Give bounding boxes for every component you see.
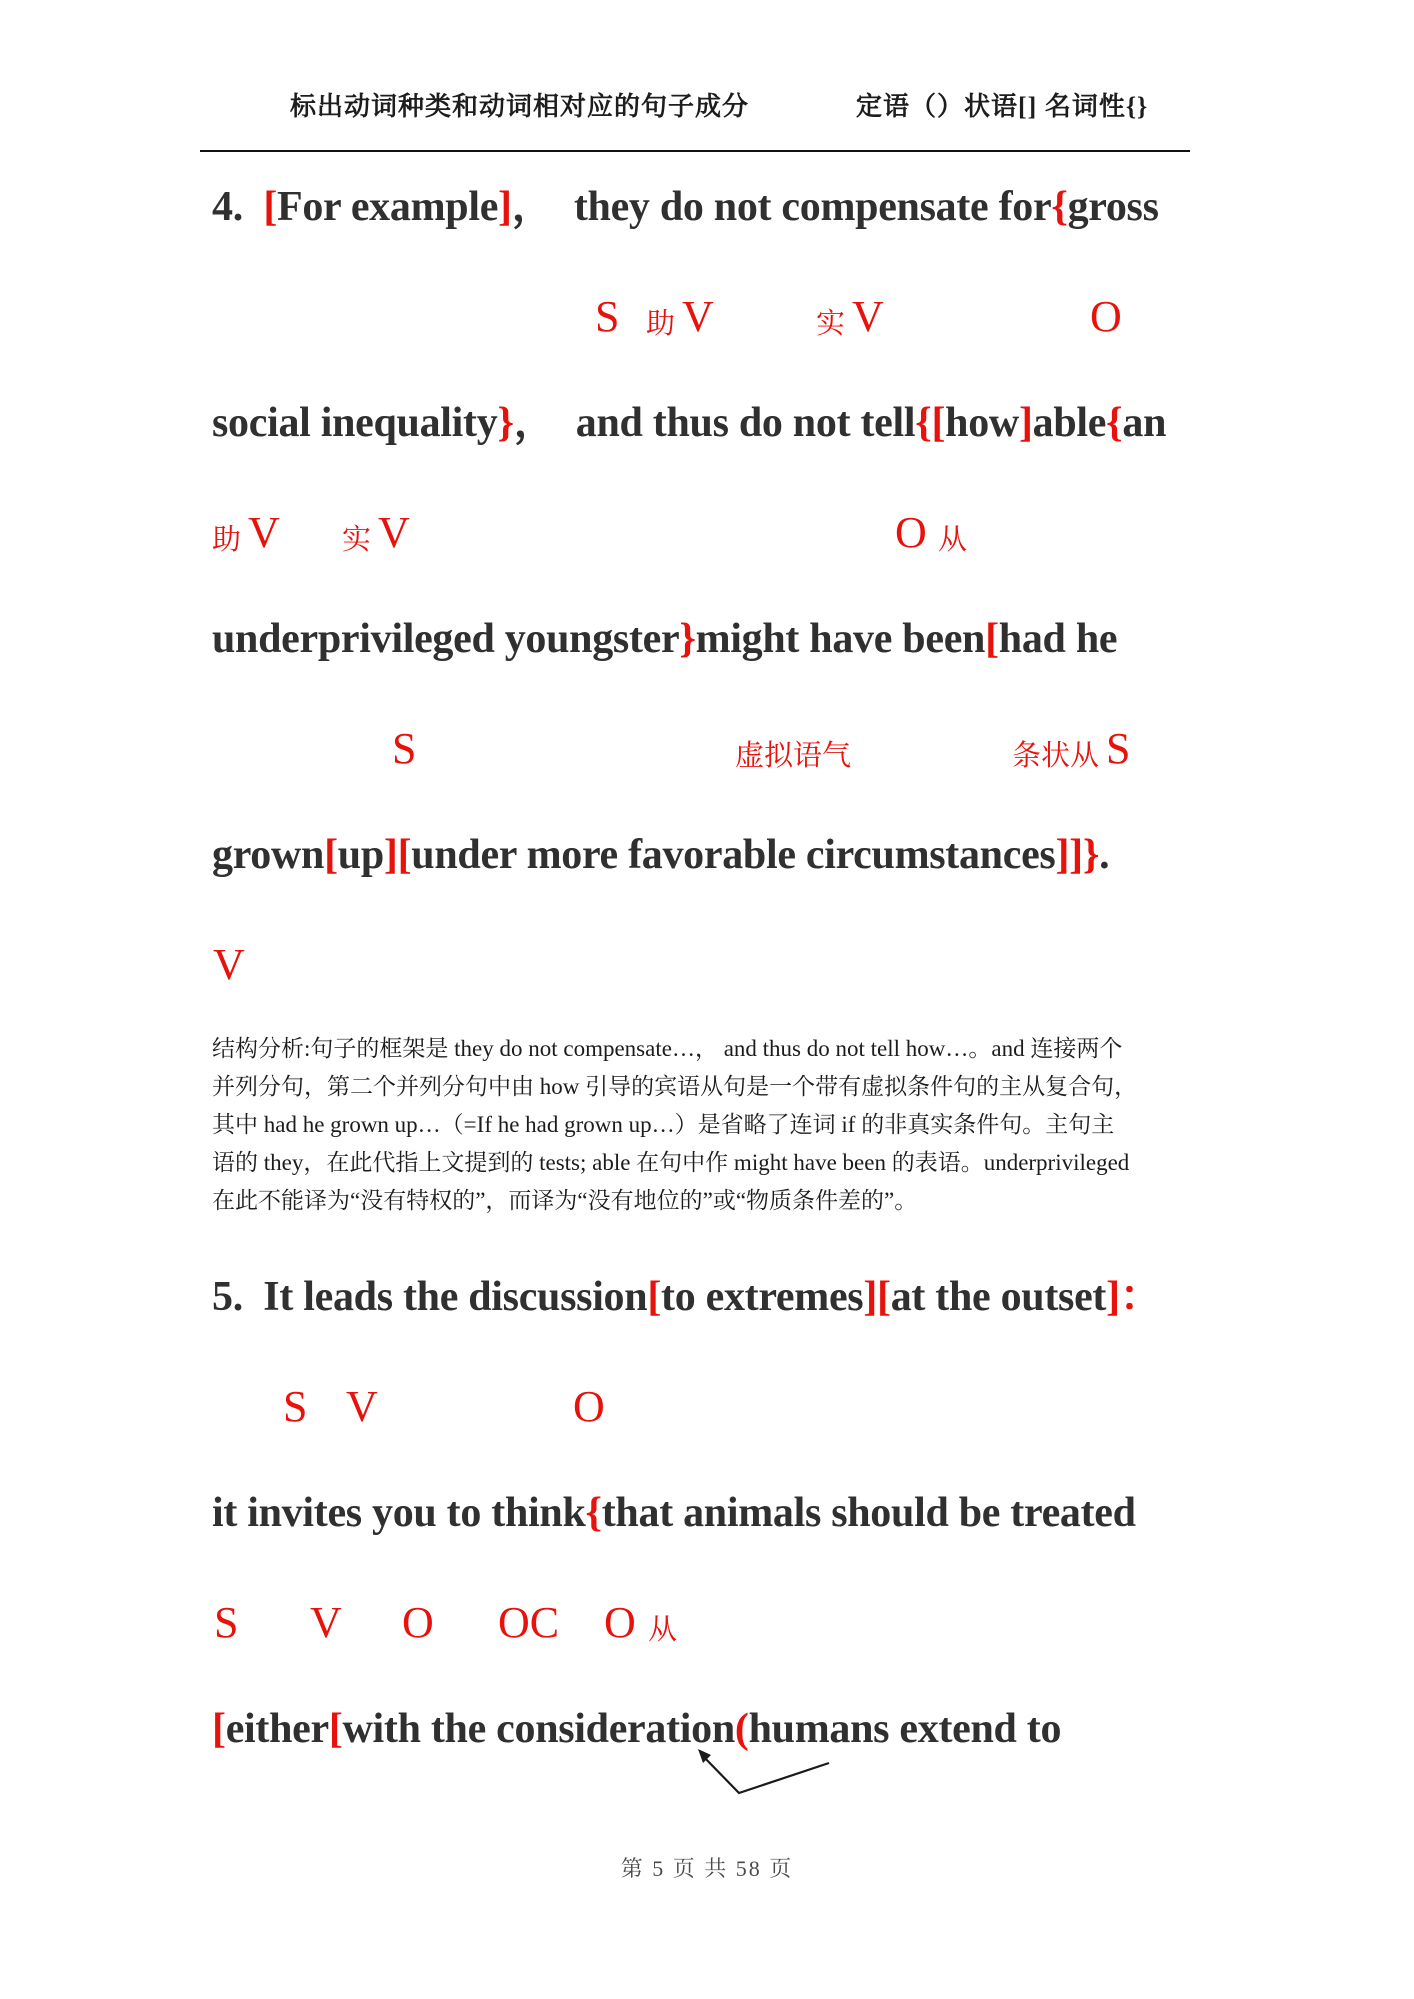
grammar-marker: 助 — [212, 524, 242, 556]
sentence-4-line-4 — [212, 832, 1374, 878]
grammar-marker: S — [283, 1382, 308, 1431]
grammar-marker: S — [595, 292, 620, 341]
grammar-marker: O — [573, 1382, 605, 1431]
sentence-4-line-2 — [212, 400, 1374, 446]
grammar-marker: O — [604, 1598, 636, 1647]
analysis-line: 并列分句，第二个并列分句中由 how 引导的宾语从句是一个带有虚拟条件句的主从复合句， — [212, 1074, 1138, 1099]
text-segment: 5. It leads the discussion — [212, 1274, 648, 1320]
analysis-line: 语的 they，在此代指上文提到的 tests; able 在句中作 might have been 的表语。underprivileged — [212, 1150, 1130, 1175]
marker-row-4 — [0, 941, 1414, 987]
text-segment: might have been — [695, 616, 986, 662]
grammar-marker: O — [895, 508, 927, 557]
text-segment: social inequality — [212, 400, 498, 446]
text-segment: humans extend to — [748, 1706, 1062, 1752]
grammar-marker: S — [392, 724, 417, 773]
annotation-arrow — [690, 1738, 860, 1818]
marker-row-5 — [0, 1383, 1414, 1429]
text-segment: with the consideration — [342, 1706, 735, 1752]
text-segment: ] — [498, 184, 512, 230]
text-segment: } — [679, 616, 696, 662]
text-segment: For example — [277, 184, 499, 230]
text-segment: { — [1051, 184, 1068, 230]
grammar-marker: S — [214, 1598, 239, 1647]
marker-row-6 — [0, 1599, 1414, 1645]
marker-row-3 — [0, 725, 1414, 771]
sentence-4-line-3 — [212, 616, 1374, 662]
grammar-marker: V — [346, 1382, 378, 1431]
grammar-marker: 实 — [816, 308, 846, 340]
text-segment: {[ — [915, 400, 946, 446]
text-segment: [ — [985, 616, 999, 662]
page-footer: 第 5 页 共 58 页 — [620, 1856, 794, 1881]
text-segment: ]]} — [1055, 832, 1100, 878]
grammar-marker: OC — [498, 1598, 560, 1647]
text-segment: ， and thus do not tell — [513, 400, 916, 446]
text-segment: ] — [1018, 400, 1033, 446]
text-segment: that animals should be treated — [601, 1490, 1136, 1536]
header-title: 标出动词种类和动词相对应的句子成分 — [290, 92, 750, 121]
grammar-marker: V — [213, 940, 245, 989]
analysis-line: 其中 had he grown up…（=If he had grown up…）是省略了连词 if 的非真实条件句。主句主 — [212, 1112, 1115, 1137]
text-segment: grown — [212, 832, 325, 878]
text-segment: gross — [1067, 184, 1159, 230]
text-segment: ][ — [863, 1274, 891, 1320]
grammar-marker: V — [852, 292, 884, 341]
sentence-5-line-2 — [212, 1490, 1374, 1536]
grammar-marker: V — [682, 292, 714, 341]
text-segment: ， they do not compensate for — [511, 184, 1052, 230]
grammar-marker: O — [402, 1598, 434, 1647]
text-segment: to extremes — [661, 1274, 864, 1320]
grammar-marker: 虚拟语气 — [735, 740, 852, 772]
text-segment: ( — [734, 1706, 749, 1752]
text-segment: able — [1032, 400, 1107, 446]
marker-row-2 — [0, 509, 1414, 555]
grammar-marker: 从 — [648, 1614, 678, 1646]
grammar-marker: V — [378, 508, 410, 557]
header-legend: 定语（）状语[] 名词性{} — [856, 92, 1149, 121]
text-segment: ： — [1119, 1274, 1162, 1320]
text-segment: how — [945, 400, 1019, 446]
text-segment: } — [497, 400, 514, 446]
grammar-marker: 条状从 — [1012, 740, 1100, 772]
text-segment: an — [1122, 400, 1167, 446]
text-segment: [ — [328, 1706, 343, 1752]
grammar-marker: 实 — [342, 524, 372, 556]
header-rule — [200, 150, 1190, 152]
text-segment: ][ — [383, 832, 412, 878]
text-segment: [ — [324, 832, 338, 878]
grammar-marker: O — [1090, 292, 1122, 341]
text-segment: up — [337, 832, 384, 878]
text-segment: at the outset — [890, 1274, 1107, 1320]
grammar-marker: V — [310, 1598, 342, 1647]
text-segment: under more favorable circumstances — [411, 832, 1056, 878]
text-segment: had he — [998, 616, 1118, 662]
text-segment: { — [1106, 400, 1123, 446]
text-segment: it invites you to think — [212, 1490, 586, 1536]
grammar-marker: 从 — [938, 524, 968, 556]
grammar-marker: V — [248, 508, 280, 557]
sentence-5-line-1 — [212, 1274, 1374, 1320]
text-segment: [ — [263, 184, 277, 230]
analysis-paragraph — [212, 1030, 1222, 1220]
grammar-marker: S — [1106, 724, 1131, 773]
text-segment: [ — [212, 1706, 226, 1752]
analysis-line: 结构分析:句子的框架是 they do not compensate…， and thus do not tell how…。and 连接两个 — [212, 1036, 1123, 1061]
text-segment: underprivileged youngster — [212, 616, 680, 662]
text-segment: . — [1099, 832, 1110, 878]
grammar-marker: 助 — [646, 308, 676, 340]
text-segment: 4. — [212, 184, 264, 230]
sentence-4-line-1 — [212, 184, 1374, 230]
text-segment: [ — [647, 1274, 662, 1320]
marker-row-1 — [0, 293, 1414, 339]
analysis-line: 在此不能译为“没有特权的”，而译为“没有地位的”或“物质条件差的”。 — [212, 1188, 918, 1213]
text-segment: ] — [1106, 1274, 1120, 1320]
text-segment: { — [585, 1490, 602, 1536]
text-segment: either — [225, 1706, 329, 1752]
